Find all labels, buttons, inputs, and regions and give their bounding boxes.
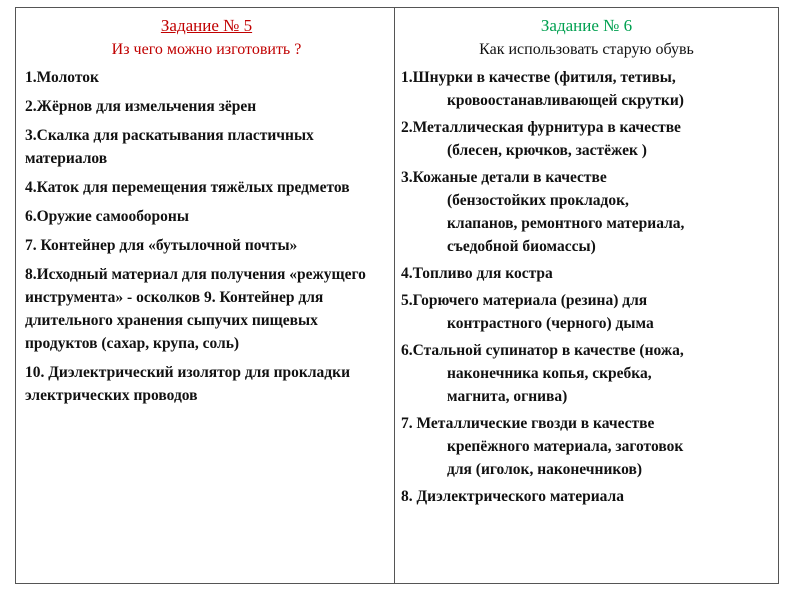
list-item bbox=[401, 485, 772, 508]
tasks-table bbox=[15, 7, 779, 584]
task5-column bbox=[16, 8, 395, 583]
list-item bbox=[401, 339, 772, 408]
task5-subtitle: Из чего можно изготовить ? bbox=[111, 41, 302, 58]
list-item: 2.Жёрнов для измельчения зёрен bbox=[25, 98, 257, 115]
list-item: 4.Каток для перемещения тяжёлых предметов bbox=[25, 179, 350, 196]
list-item-continuation: наконечника копья, скребка, bbox=[447, 365, 652, 382]
list-item bbox=[401, 66, 772, 112]
list-item-first-line: 4.Топливо для костра bbox=[401, 265, 553, 282]
list-item-first-line: 5.Горючего материала (резина) для bbox=[401, 292, 648, 309]
list-item-first-line: 6.Стальной супинатор в качестве (ножа, bbox=[401, 342, 684, 359]
list-item-continuation: (бензостойких прокладок, bbox=[447, 192, 629, 209]
list-item-continuation: магнита, огнива) bbox=[447, 388, 568, 405]
list-item bbox=[401, 412, 772, 481]
list-item: 7. Контейнер для «бутылочной почты» bbox=[25, 237, 298, 254]
task6-title: Задание № 6 bbox=[540, 16, 633, 35]
task6-subtitle: Как использовать старую обувь bbox=[479, 41, 694, 58]
list-item bbox=[401, 116, 772, 162]
list-item-continuation: клапанов, ремонтного материала, bbox=[447, 215, 685, 232]
list-item-first-line: 8. Диэлектрического материала bbox=[401, 488, 624, 505]
list-item-first-line: 3.Кожаные детали в качестве bbox=[401, 169, 607, 186]
list-item: 8.Исходный материал для получения «режущего инструмента» - осколков 9. Контейнер для длительного хранения сыпучих пищевых продуктов (сахар, крупа, соль) bbox=[25, 266, 366, 352]
list-item-continuation: для (иголок, наконечников) bbox=[447, 461, 643, 478]
list-item bbox=[401, 262, 772, 285]
list-item-continuation: контрастного (черного) дыма bbox=[447, 315, 654, 332]
task5-title: Задание № 5 bbox=[160, 16, 253, 35]
list-item bbox=[401, 166, 772, 258]
list-item: 1.Молоток bbox=[25, 69, 99, 86]
list-item-continuation: крепёжного материала, заготовок bbox=[447, 438, 684, 455]
list-item: 3.Скалка для раскатывания пластичных материалов bbox=[25, 127, 314, 167]
list-item-first-line: 2.Металлическая фурнитура в качестве bbox=[401, 119, 681, 136]
list-item: 6.Оружие самообороны bbox=[25, 208, 189, 225]
list-item: 10. Диэлектрический изолятор для прокладки электрических проводов bbox=[25, 364, 351, 404]
task6-column bbox=[395, 8, 778, 583]
list-item-first-line: 7. Металлические гвозди в качестве bbox=[401, 415, 655, 432]
list-item-first-line: 1.Шнурки в качестве (фитиля, тетивы, bbox=[401, 69, 676, 86]
list-item-continuation: кровоостанавливающей скрутки) bbox=[447, 92, 684, 109]
list-item bbox=[401, 289, 772, 335]
list-item-continuation: (блесен, крючков, застёжек ) bbox=[447, 142, 647, 159]
list-item-continuation: съедобной биомассы) bbox=[447, 238, 596, 255]
